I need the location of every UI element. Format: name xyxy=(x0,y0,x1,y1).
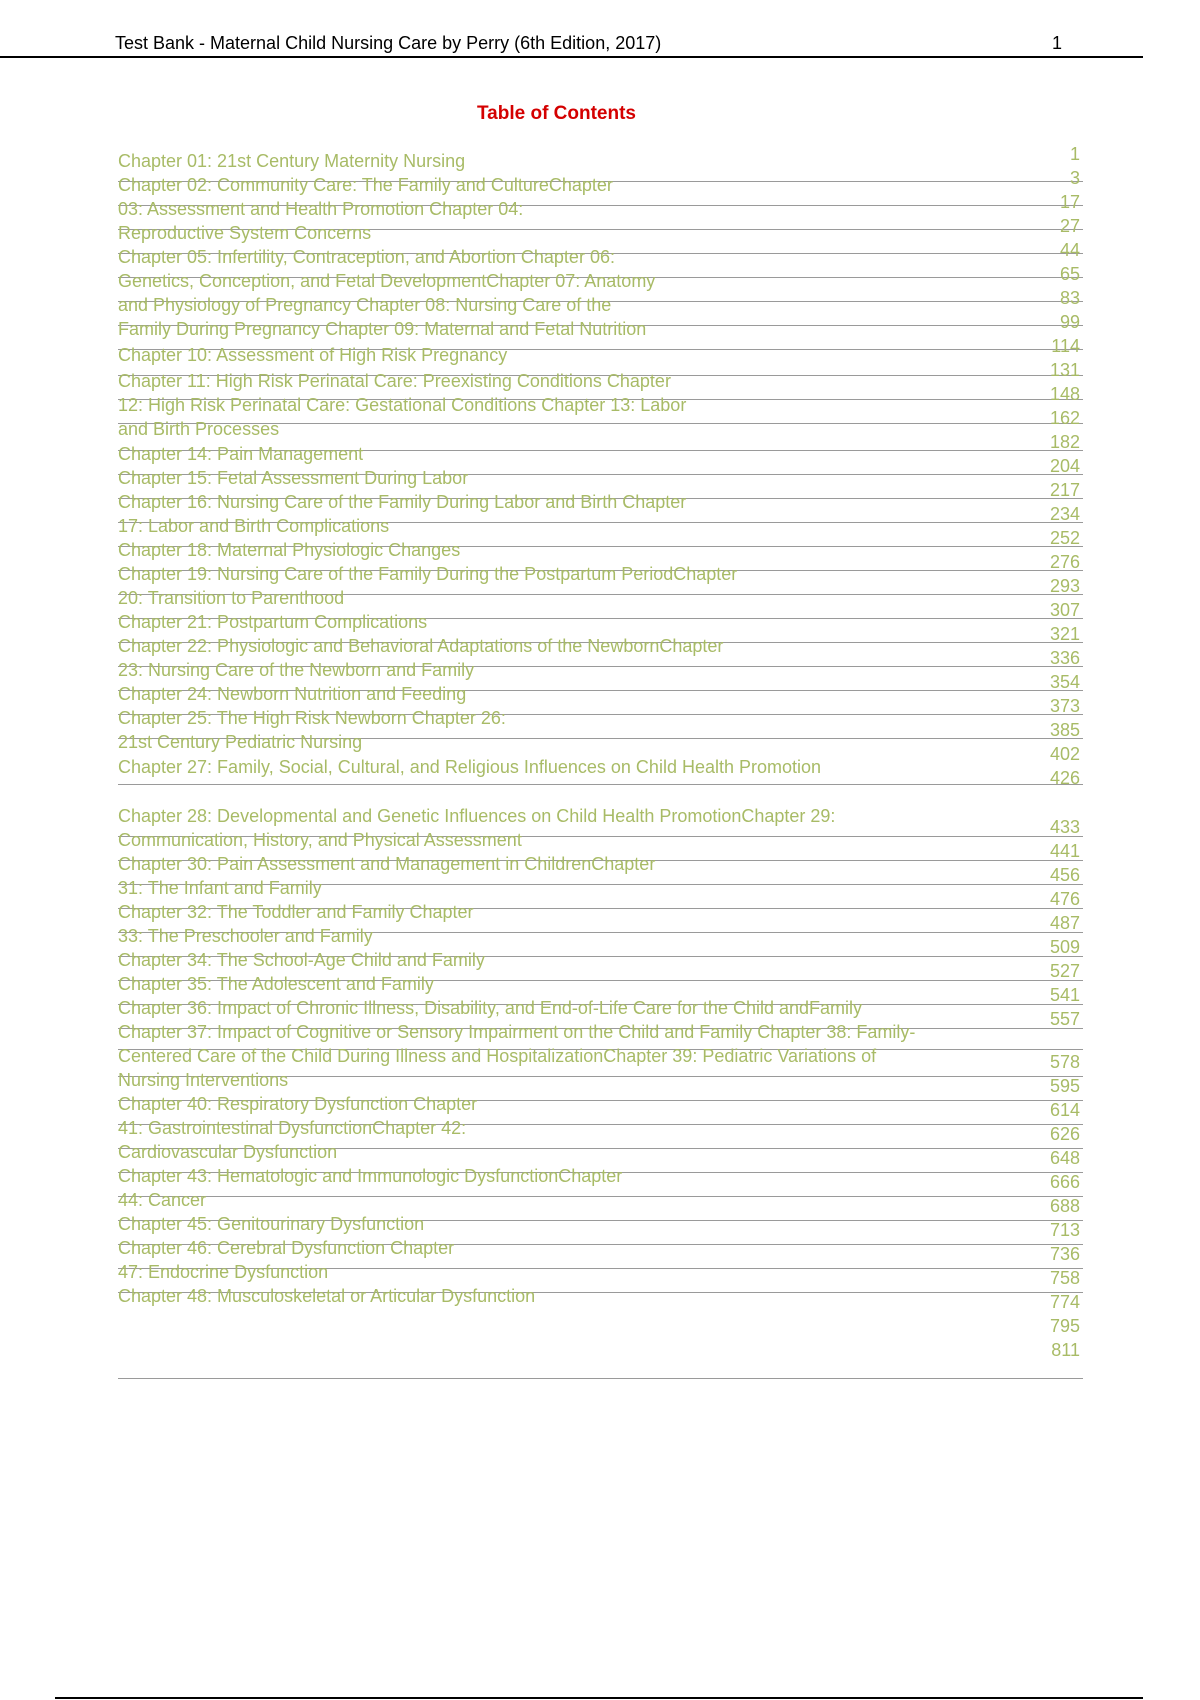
toc-entry-line: Nursing Interventions xyxy=(118,1070,289,1090)
toc-entry-line: Cardiovascular Dysfunction xyxy=(118,1142,338,1162)
toc-page-number: 541 xyxy=(1049,985,1080,1005)
toc-page-number: 336 xyxy=(1049,648,1080,668)
toc-entry-line: Chapter 36: Impact of Chronic Illness, Disability, and End-of-Life Care for the Child andFamily xyxy=(118,998,863,1018)
toc-entry-line: Chapter 15: Fetal Assessment During Labor xyxy=(118,468,469,488)
toc-page-number: 385 xyxy=(1049,720,1080,740)
toc-page-number: 527 xyxy=(1049,961,1080,981)
toc-page-number: 293 xyxy=(1049,576,1080,596)
toc-page-number: 27 xyxy=(1059,216,1080,236)
toc-page-number: 131 xyxy=(1049,360,1080,380)
toc-page-number: 426 xyxy=(1049,768,1080,788)
toc-page-number: 17 xyxy=(1059,192,1080,212)
toc-page-number: 148 xyxy=(1049,384,1080,404)
toc-page-number: 433 xyxy=(1049,817,1080,837)
toc-page-number: 65 xyxy=(1059,264,1080,284)
toc-entry-line: Chapter 25: The High Risk Newborn Chapter 26: xyxy=(118,708,506,728)
toc-entry-line: Chapter 46: Cerebral Dysfunction Chapter xyxy=(118,1238,455,1258)
toc-entry-line: Chapter 37: Impact of Cognitive or Sensory Impairment on the Child and Family Chapter 38: Family- xyxy=(118,1022,916,1042)
toc-entry-line: 44: Cancer xyxy=(118,1190,207,1210)
toc-page-number: 758 xyxy=(1049,1268,1080,1288)
toc-page-number: 688 xyxy=(1049,1196,1080,1216)
toc-page-number: 811 xyxy=(1051,1340,1080,1360)
toc-page-number: 666 xyxy=(1049,1172,1080,1192)
toc-page-number: 307 xyxy=(1049,600,1080,620)
toc-page-number: 44 xyxy=(1059,240,1080,260)
toc-page-number: 456 xyxy=(1049,865,1080,885)
page-header xyxy=(0,30,1143,58)
toc-page-number: 83 xyxy=(1059,288,1080,308)
toc-entry-line: Chapter 35: The Adolescent and Family xyxy=(118,974,434,994)
toc-entry-line: Reproductive System Concerns xyxy=(118,223,372,243)
toc-entry-line: Chapter 45: Genitourinary Dysfunction xyxy=(118,1214,425,1234)
page-number: 1 xyxy=(1052,33,1063,53)
toc-page-number: 487 xyxy=(1049,913,1080,933)
document-title: Test Bank - Maternal Child Nursing Care by Perry (6th Edition, 2017) xyxy=(115,33,662,53)
toc-entry-line: 31: The Infant and Family xyxy=(118,878,322,898)
toc-entry-line: Chapter 19: Nursing Care of the Family During the Postpartum PeriodChapter xyxy=(118,564,738,584)
toc-entry-line: Chapter 16: Nursing Care of the Family During Labor and Birth Chapter xyxy=(118,492,687,512)
toc-page-number: 1 xyxy=(1069,144,1080,164)
toc-page-number: 252 xyxy=(1049,528,1080,548)
toc-page-number: 402 xyxy=(1049,744,1080,764)
toc-divider-line xyxy=(118,784,1083,785)
toc-page-number: 276 xyxy=(1049,552,1080,572)
toc-entry-line: Chapter 48: Musculoskeletal or Articular Dysfunction xyxy=(118,1286,536,1306)
toc-page-number: 557 xyxy=(1049,1009,1080,1029)
toc-page-number: 441 xyxy=(1049,841,1080,861)
toc-page-number: 3 xyxy=(1069,168,1080,188)
toc-entry-line: Chapter 34: The School-Age Child and Family xyxy=(118,950,485,970)
toc-page-number: 217 xyxy=(1049,480,1080,500)
toc-entry-line: Chapter 18: Maternal Physiologic Changes xyxy=(118,540,461,560)
toc-entry-line: Chapter 40: Respiratory Dysfunction Chapter xyxy=(118,1094,478,1114)
toc-page-number: 736 xyxy=(1049,1244,1080,1264)
toc-entry-line: and Physiology of Pregnancy Chapter 08: Nursing Care of the xyxy=(118,295,612,315)
toc-entry-line: 12: High Risk Perinatal Care: Gestational Conditions Chapter 13: Labor xyxy=(118,395,687,415)
toc-entry-line: Communication, History, and Physical Assessment xyxy=(118,830,522,850)
toc-entry-line: Chapter 02: Community Care: The Family and CultureChapter xyxy=(118,175,613,195)
toc-heading: Table of Contents xyxy=(476,103,637,124)
toc-page-number: 614 xyxy=(1049,1100,1080,1120)
toc-page-number: 795 xyxy=(1049,1316,1080,1336)
toc-page-number: 204 xyxy=(1049,456,1080,476)
toc-page-number: 99 xyxy=(1059,312,1080,332)
toc-entry-line: 47: Endocrine Dysfunction xyxy=(118,1262,329,1282)
toc-page-number: 373 xyxy=(1049,696,1080,716)
toc-entry-line: Chapter 30: Pain Assessment and Management in ChildrenChapter xyxy=(118,854,656,874)
toc-page-number: 234 xyxy=(1049,504,1080,524)
toc-page-number: 626 xyxy=(1049,1124,1080,1144)
toc-entry-line: 41: Gastrointestinal DysfunctionChapter 42: xyxy=(118,1118,467,1138)
toc-page-number: 578 xyxy=(1049,1052,1080,1072)
toc-page-number: 114 xyxy=(1051,336,1080,356)
toc-entry-line: Centered Care of the Child During Illness and HospitalizationChapter 39: Pediatric Variations of xyxy=(118,1046,877,1066)
toc-page-number: 476 xyxy=(1049,889,1080,909)
toc-entry-line: Chapter 05: Infertility, Contraception, and Abortion Chapter 06: xyxy=(118,247,615,267)
toc-entry-line: 33: The Preschooler and Family xyxy=(118,926,373,946)
toc-page-number: 595 xyxy=(1049,1076,1080,1096)
toc-page-number: 321 xyxy=(1049,624,1080,644)
toc-entry-line: and Birth Processes xyxy=(118,419,280,439)
toc-entry-line: Chapter 21: Postpartum Complications xyxy=(118,612,428,632)
toc-entry-line: Chapter 01: 21st Century Maternity Nursing xyxy=(118,151,466,171)
toc-entry-line: Chapter 22: Physiologic and Behavioral Adaptations of the NewbornChapter xyxy=(118,636,724,656)
toc-page-number: 774 xyxy=(1049,1292,1080,1312)
toc-entry-line: Chapter 14: Pain Management xyxy=(118,444,364,464)
toc-entry-line: Chapter 43: Hematologic and Immunologic DysfunctionChapter xyxy=(118,1166,623,1186)
toc-entry-line: Family During Pregnancy Chapter 09: Maternal and Fetal Nutrition xyxy=(118,319,647,339)
toc-page-number: 182 xyxy=(1049,432,1080,452)
toc-entry-line: 03: Assessment and Health Promotion Chapter 04: xyxy=(118,199,524,219)
toc-divider-line xyxy=(118,1196,1083,1197)
toc-page-number: 648 xyxy=(1049,1148,1080,1168)
toc-entry-line: 17: Labor and Birth Complications xyxy=(118,516,390,536)
toc-entry-line: Chapter 24: Newborn Nutrition and Feeding xyxy=(118,684,467,704)
toc-entry-line: Chapter 28: Developmental and Genetic Influences on Child Health PromotionChapter 29: xyxy=(118,806,836,826)
toc-entry-line: Chapter 10: Assessment of High Risk Pregnancy xyxy=(118,345,508,365)
toc-page-number: 354 xyxy=(1049,672,1080,692)
footer-rule xyxy=(55,1697,1143,1699)
toc-divider-line xyxy=(118,1378,1083,1379)
toc-entry-line: Chapter 32: The Toddler and Family Chapter xyxy=(118,902,474,922)
toc-entry-line: Chapter 27: Family, Social, Cultural, and Religious Influences on Child Health Promotion xyxy=(118,757,822,777)
toc-entry-line: 20: Transition to Parenthood xyxy=(118,588,345,608)
toc-page-number: 713 xyxy=(1049,1220,1080,1240)
toc-entry-line: 21st Century Pediatric Nursing xyxy=(118,732,363,752)
toc-entry-line: Chapter 11: High Risk Perinatal Care: Preexisting Conditions Chapter xyxy=(118,371,671,391)
toc-entry-line: Genetics, Conception, and Fetal DevelopmentChapter 07: Anatomy xyxy=(118,271,656,291)
toc-page-number: 162 xyxy=(1049,408,1080,428)
toc-entry-line: 23: Nursing Care of the Newborn and Family xyxy=(118,660,475,680)
toc-page-number: 509 xyxy=(1049,937,1080,957)
